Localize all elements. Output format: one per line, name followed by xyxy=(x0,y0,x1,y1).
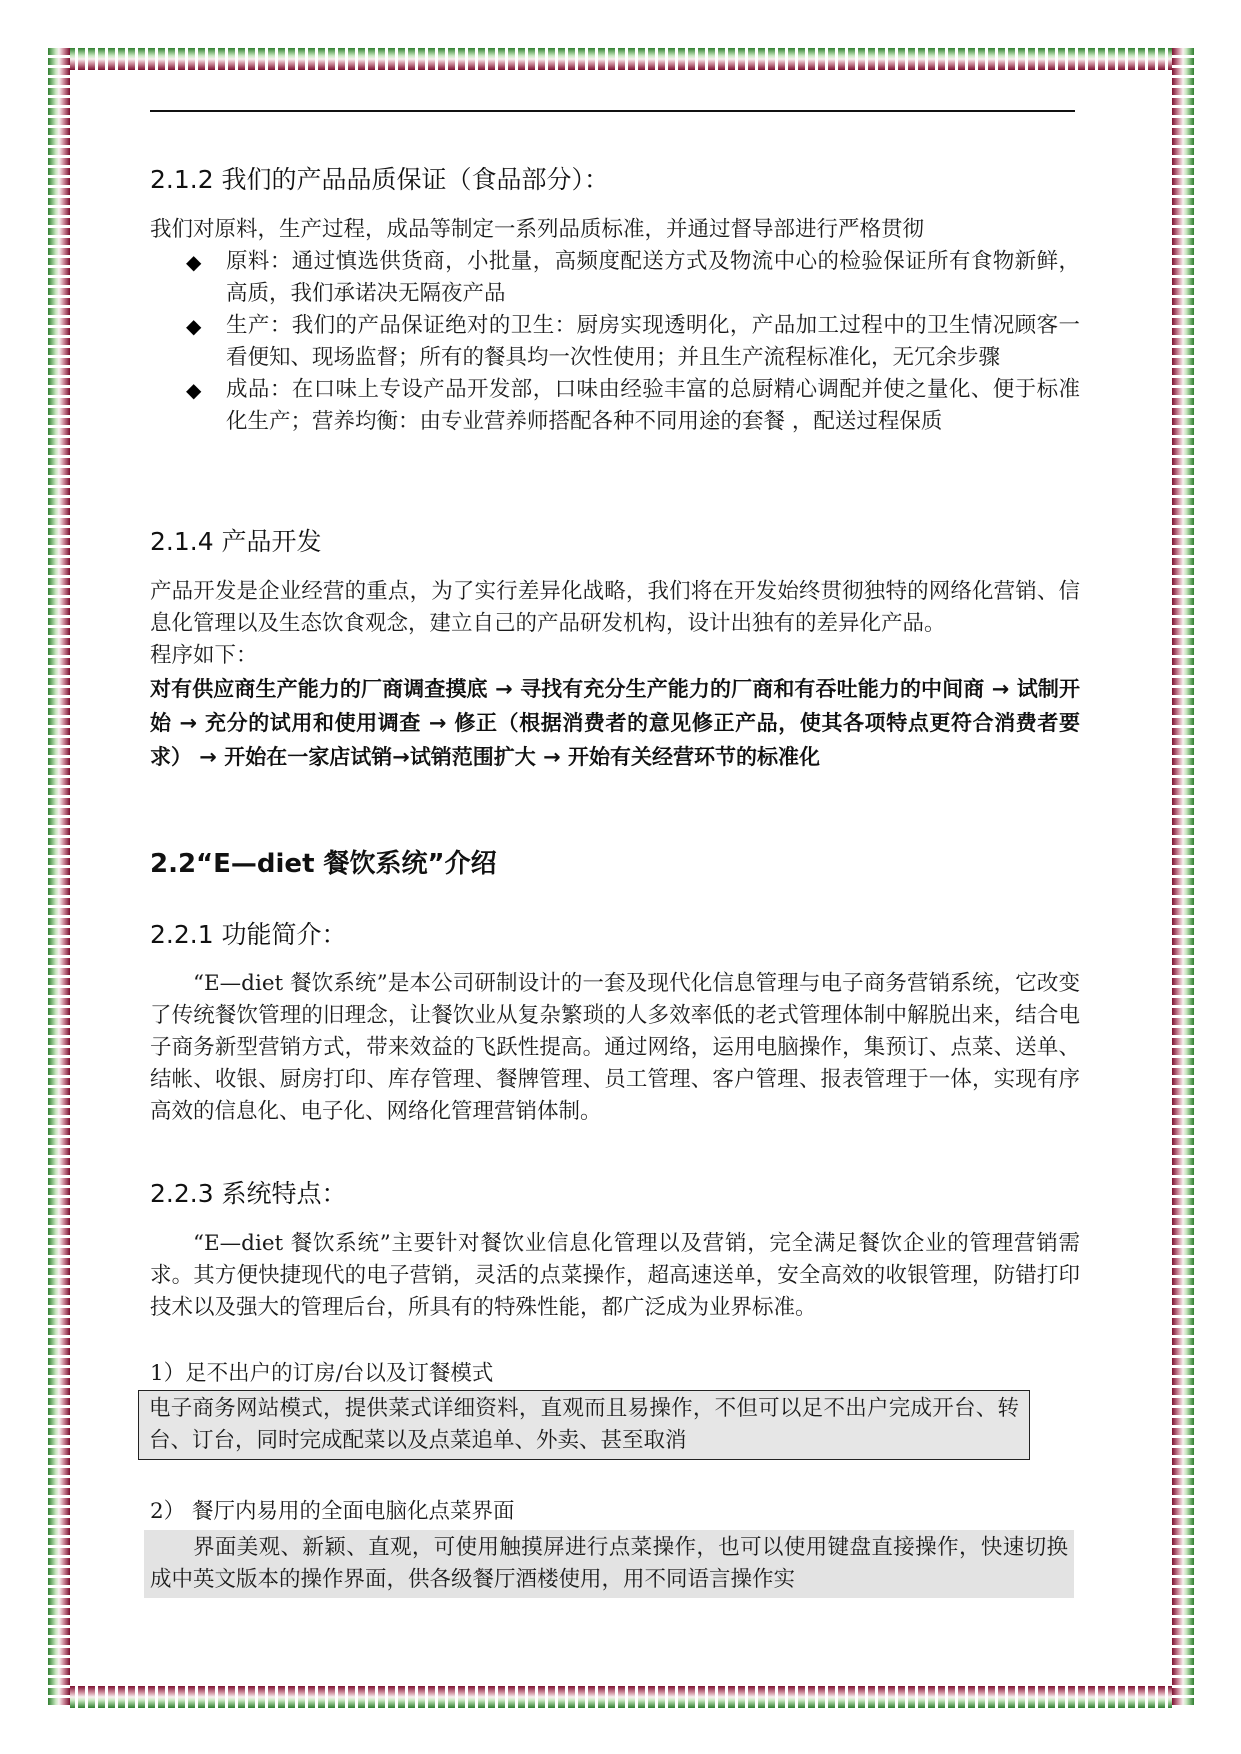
section-heading: 2.1.4 产品开发 xyxy=(150,527,322,556)
feature-title: 1）足不出户的订房/台以及订餐模式 xyxy=(150,1361,494,1386)
diamond-bullet-icon: ◆ xyxy=(186,378,202,402)
section-2-2-3 xyxy=(150,1177,1080,1211)
paragraph: 我们对原料，生产过程，成品等制定一系列品质标准，并通过督导部进行严格贯彻 xyxy=(150,217,925,242)
list-item: ◆ 生产：我们的产品保证绝对的卫生：厨房实现透明化，产品加工过程中的卫生情况顾客一看便知、现场监督；所有的餐具均一次性使用；并且生产流程标准化，无冗余步骤 xyxy=(150,310,1080,374)
section-2-2-3-body xyxy=(150,1228,1080,1324)
decorative-border-right xyxy=(1172,48,1194,1708)
header-rule xyxy=(150,110,1075,112)
feature-1-title-wrap xyxy=(150,1358,1080,1390)
section-2-1-4-body xyxy=(150,576,1080,774)
bullet-list xyxy=(150,246,1080,438)
feature-description: 界面美观、新颖、直观，可使用触摸屏进行点菜操作，也可以使用键盘直接操作，快速切换成中英文版本的操作界面，供各级餐厅酒楼使用，用不同语言操作实 xyxy=(150,1535,1068,1592)
section-2-1-2 xyxy=(150,163,1080,197)
feature-2-title-wrap xyxy=(150,1496,1080,1528)
section-2-2 xyxy=(150,847,1080,881)
list-item: ◆ 成品：在口味上专设产品开发部，口味由经验丰富的总厨精心调配并使之量化、便于标准化生产；营养均衡：由专业营养师搭配各种不同用途的套餐 ，配送过程保质 xyxy=(150,374,1080,438)
decorative-border-top xyxy=(48,48,1194,70)
section-2-1-4 xyxy=(150,525,1080,559)
paragraph: 产品开发是企业经营的重点，为了实行差异化战略，我们将在开发始终贯彻独特的网络化营销、信息化管理以及生态饮食观念，建立自己的产品研发机构，设计出独有的差异化产品。 xyxy=(150,579,1080,636)
section-2-2-1-body xyxy=(150,968,1080,1128)
diamond-bullet-icon: ◆ xyxy=(186,314,202,338)
feature-1-box xyxy=(138,1390,1030,1460)
feature-title: 2） 餐厅内易用的全面电脑化点菜界面 xyxy=(150,1499,515,1524)
process-flow: 对有供应商生产能力的厂商调查摸底 → 寻找有充分生产能力的厂商和有吞吐能力的中间商 → 试制开始 → 充分的试用和使用调查 → 修正（根据消费者的意见修正产品，使其各项特点更符合消费者要求） → 开始在一家店试销→试销范围扩大 → 开始有关经营环节的标准化 xyxy=(150,677,1080,769)
list-item: ◆ 原料：通过慎选供货商，小批量，高频度配送方式及物流中心的检验保证所有食物新鲜，高质，我们承诺决无隔夜产品 xyxy=(150,246,1080,310)
section-2-1-2-body xyxy=(150,214,1080,438)
feature-2-box xyxy=(144,1530,1074,1598)
decorative-border-bottom xyxy=(48,1686,1194,1708)
section-2-2-1 xyxy=(150,918,1080,952)
diamond-bullet-icon: ◆ xyxy=(186,250,202,274)
program-label: 程序如下： xyxy=(150,643,258,668)
paragraph: “E—diet 餐饮系统”是本公司研制设计的一套及现代化信息管理与电子商务营销系统，它改变了传统餐饮管理的旧理念，让餐饮业从复杂繁琐的人多效率低的老式管理体制中解脱出来，结合电子商务新型营销方式，带来效益的飞跃性提高。通过网络，运用电脑操作，集预订、点菜、送单、结帐、收银、厨房打印、库存管理、餐牌管理、员工管理、客户管理、报表管理于一体，实现有序高效的信息化、电子化、网络化管理营销体制。 xyxy=(150,971,1080,1124)
section-heading: 2.2“E—diet 餐饮系统”介绍 xyxy=(150,849,497,879)
section-heading: 2.2.3 系统特点： xyxy=(150,1179,347,1208)
paragraph: “E—diet 餐饮系统”主要针对餐饮业信息化管理以及营销，完全满足餐饮企业的管理营销需求。其方便快捷现代的电子营销，灵活的点菜操作，超高速送单，安全高效的收银管理，防错打印技术以及强大的管理后台，所具有的特殊性能，都广泛成为业界标准。 xyxy=(150,1231,1080,1320)
decorative-border-left xyxy=(48,48,70,1708)
section-heading: 2.1.2 我们的产品品质保证（食品部分）： xyxy=(150,165,610,194)
feature-description: 电子商务网站模式，提供菜式详细资料，直观而且易操作，不但可以足不出户完成开台、转台、订台，同时完成配菜以及点菜追单、外卖、甚至取消 xyxy=(149,1396,1019,1453)
section-heading: 2.2.1 功能简介： xyxy=(150,920,347,949)
